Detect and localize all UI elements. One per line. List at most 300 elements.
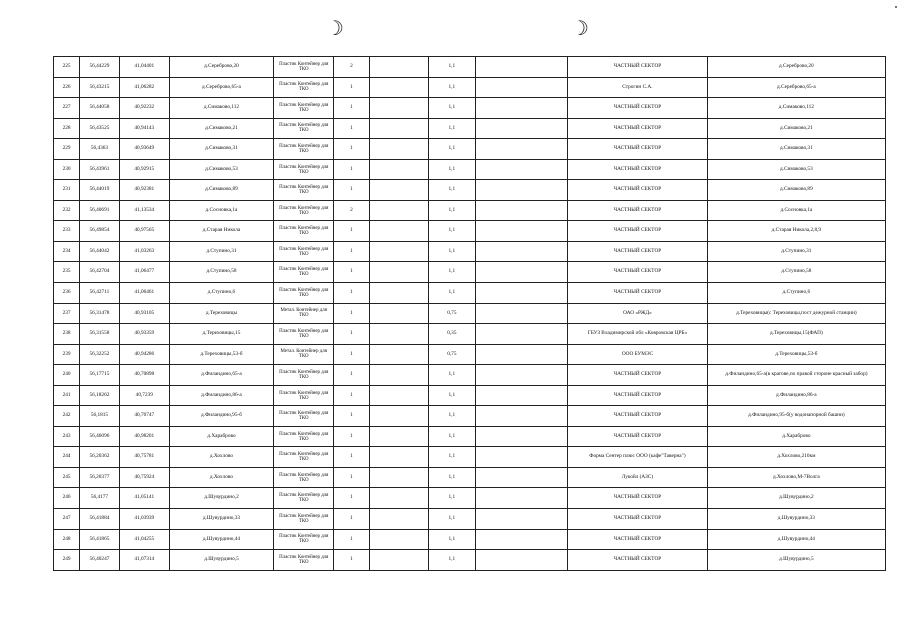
served-objects-cell: д.Ступино,31 [707, 241, 885, 262]
served-objects-cell: д.Тереховицы,15(ФАП) [707, 324, 885, 345]
volume-cell: 1,1 [428, 488, 476, 509]
row-number-cell: 241 [54, 385, 80, 406]
served-objects-cell: д.Сосновка,1а [707, 200, 885, 221]
owner-cell: ЧАСТНЫЙ СЕКТОР [568, 57, 708, 78]
container-type-cell: Пластик Контейнер для ТКО [274, 324, 334, 345]
row-number-cell: 231 [54, 180, 80, 201]
table-row [54, 200, 886, 221]
latitude-cell: 56,17715 [80, 365, 120, 386]
container-count-cell: 1 [334, 180, 369, 201]
container-count-cell: 1 [334, 77, 369, 98]
row-number-cell: 228 [54, 118, 80, 139]
longitude-cell: 41,04401 [119, 57, 169, 78]
container-count-cell: 2 [334, 57, 369, 78]
latitude-cell: 56,43525 [80, 118, 120, 139]
blank-cell [369, 426, 428, 447]
volume-cell: 1,1 [428, 467, 476, 488]
row-number-cell: 237 [54, 303, 80, 324]
address-cell: д.Симаково,53 [169, 159, 273, 180]
row-number-cell: 248 [54, 529, 80, 550]
longitude-cell: 40,70898 [119, 365, 169, 386]
container-type-cell: Метал. Контейнер для ТКО [274, 303, 334, 324]
blank-cell [476, 467, 568, 488]
blank-cell [476, 385, 568, 406]
owner-cell: ЧАСТНЫЙ СЕКТОР [568, 221, 708, 242]
owner-cell: ЧАСТНЫЙ СЕКТОР [568, 139, 708, 160]
volume-cell: 1,1 [428, 77, 476, 98]
volume-cell: 1,1 [428, 406, 476, 427]
container-count-cell: 1 [334, 365, 369, 386]
container-count-cell: 1 [334, 118, 369, 139]
address-cell: д.Шувурдино,33 [169, 509, 273, 530]
row-number-cell: 227 [54, 98, 80, 119]
address-cell: д.Филандино,65-а [169, 365, 273, 386]
owner-cell: ЧАСТНЫЙ СЕКТОР [568, 365, 708, 386]
blank-cell [369, 139, 428, 160]
container-count-cell: 1 [334, 447, 369, 468]
container-type-cell: Пластик Контейнер для ТКО [274, 118, 334, 139]
longitude-cell: 41,06477 [119, 262, 169, 283]
row-number-cell: 239 [54, 344, 80, 365]
served-objects-cell: д.Ступино,58 [707, 262, 885, 283]
blank-cell [476, 241, 568, 262]
blank-cell [369, 77, 428, 98]
container-type-cell: Пластик Контейнер для ТКО [274, 262, 334, 283]
latitude-cell: 56,42704 [80, 262, 120, 283]
owner-cell: ЧАСТНЫЙ СЕКТОР [568, 200, 708, 221]
blank-cell [476, 426, 568, 447]
blank-cell [369, 200, 428, 221]
blank-cell [369, 324, 428, 345]
served-objects-cell: д.Ступино,6 [707, 283, 885, 304]
table-row [54, 118, 886, 139]
table-row [54, 98, 886, 119]
table-row [54, 447, 886, 468]
container-type-cell: Пластик Контейнер для ТКО [274, 139, 334, 160]
blank-cell [476, 57, 568, 78]
row-number-cell: 245 [54, 467, 80, 488]
blank-cell [369, 365, 428, 386]
blank-cell [369, 385, 428, 406]
blank-cell [476, 180, 568, 201]
latitude-cell: 56,40247 [80, 550, 120, 571]
container-count-cell: 1 [334, 241, 369, 262]
container-type-cell: Пластик Контейнер для ТКО [274, 57, 334, 78]
longitude-cell: 40,93105 [119, 303, 169, 324]
table-row [54, 344, 886, 365]
served-objects-cell: д.Филандино,65-а(в крагове,по правой стороне красный забор) [707, 365, 885, 386]
blank-cell [476, 118, 568, 139]
container-count-cell: 1 [334, 262, 369, 283]
blank-cell [476, 200, 568, 221]
served-objects-cell: д.Симаково,112 [707, 98, 885, 119]
owner-cell: ЧАСТНЫЙ СЕКТОР [568, 262, 708, 283]
address-cell: д.Ступино,58 [169, 262, 273, 283]
latitude-cell: 56,18262 [80, 385, 120, 406]
address-cell: д.Хохлово [169, 447, 273, 468]
container-count-cell: 1 [334, 98, 369, 119]
blank-cell [476, 77, 568, 98]
served-objects-cell: д.Шувурдино,5 [707, 550, 885, 571]
blank-cell [476, 447, 568, 468]
served-objects-cell: д.Сереброво,65-а [707, 77, 885, 98]
container-count-cell: 1 [334, 550, 369, 571]
volume-cell: 1,1 [428, 139, 476, 160]
table-row [54, 57, 886, 78]
container-type-cell: Пластик Контейнер для ТКО [274, 98, 334, 119]
address-cell: д.Тереховицы,53-б [169, 344, 273, 365]
container-count-cell: 1 [334, 221, 369, 242]
blank-cell [476, 550, 568, 571]
container-count-cell: 1 [334, 406, 369, 427]
latitude-cell: 56,44229 [80, 57, 120, 78]
blank-cell [369, 488, 428, 509]
latitude-cell: 56,44058 [80, 98, 120, 119]
latitude-cell: 56,44042 [80, 241, 120, 262]
row-number-cell: 240 [54, 365, 80, 386]
blank-cell [476, 262, 568, 283]
longitude-cell: 41,06461 [119, 283, 169, 304]
table-row [54, 283, 886, 304]
latitude-cell: 56,44019 [80, 180, 120, 201]
row-number-cell: 233 [54, 221, 80, 242]
volume-cell: 1,1 [428, 262, 476, 283]
volume-cell: 1,1 [428, 241, 476, 262]
served-objects-cell: д.Шувурдино,33 [707, 509, 885, 530]
address-cell: д.Хараброво [169, 426, 273, 447]
row-number-cell: 247 [54, 509, 80, 530]
container-count-cell: 1 [334, 385, 369, 406]
address-cell: д.Старая Никола [169, 221, 273, 242]
table-row [54, 467, 886, 488]
container-count-cell: 1 [334, 344, 369, 365]
volume-cell: 1,1 [428, 180, 476, 201]
latitude-cell: 56,42711 [80, 283, 120, 304]
owner-cell: Строгин С.А. [568, 77, 708, 98]
served-objects-cell: д.Симаково,21 [707, 118, 885, 139]
owner-cell: ЧАСТНЫЙ СЕКТОР [568, 118, 708, 139]
table-body [54, 57, 886, 571]
latitude-cell: 56,43215 [80, 77, 120, 98]
table-row [54, 406, 886, 427]
longitude-cell: 41,07314 [119, 550, 169, 571]
container-count-cell: 1 [334, 467, 369, 488]
longitude-cell: 41,03263 [119, 241, 169, 262]
latitude-cell: 56,46096 [80, 426, 120, 447]
volume-cell: 1,1 [428, 159, 476, 180]
table-row [54, 159, 886, 180]
container-count-cell: 1 [334, 283, 369, 304]
owner-cell: Лукойл (АЗС) [568, 467, 708, 488]
owner-cell: ЧАСТНЫЙ СЕКТОР [568, 426, 708, 447]
latitude-cell: 56,32252 [80, 344, 120, 365]
table-row [54, 509, 886, 530]
moon-mark-left: ☽ [326, 16, 344, 40]
blank-cell [369, 57, 428, 78]
served-objects-cell: д.Хохлово,210км [707, 447, 885, 468]
container-count-cell: 1 [334, 159, 369, 180]
table-row [54, 303, 886, 324]
longitude-cell: 40,93649 [119, 139, 169, 160]
owner-cell: ЧАСТНЫЙ СЕКТОР [568, 488, 708, 509]
latitude-cell: 56,49854 [80, 221, 120, 242]
served-objects-cell: д.Филандино,95-б(у водонапорной башни) [707, 406, 885, 427]
volume-cell: 1,1 [428, 200, 476, 221]
moon-mark-right: ☽ [571, 16, 589, 40]
blank-cell [369, 241, 428, 262]
served-objects-cell: д.Шувурдино,2 [707, 488, 885, 509]
row-number-cell: 236 [54, 283, 80, 304]
served-objects-cell: д.Симаково,31 [707, 139, 885, 160]
blank-cell [476, 529, 568, 550]
latitude-cell: 56,4363 [80, 139, 120, 160]
blank-cell [369, 98, 428, 119]
latitude-cell: 56,4177 [80, 488, 120, 509]
volume-cell: 1,1 [428, 529, 476, 550]
container-type-cell: Пластик Контейнер для ТКО [274, 426, 334, 447]
longitude-cell: 40,75781 [119, 447, 169, 468]
container-type-cell: Пластик Контейнер для ТКО [274, 488, 334, 509]
owner-cell: ОАО «РЖД» [568, 303, 708, 324]
table-row [54, 139, 886, 160]
table-row [54, 488, 886, 509]
container-type-cell: Пластик Контейнер для ТКО [274, 180, 334, 201]
table-row [54, 529, 886, 550]
container-count-cell: 2 [334, 200, 369, 221]
blank-cell [476, 221, 568, 242]
address-cell: д.Сосновка,1а [169, 200, 273, 221]
volume-cell: 1,1 [428, 57, 476, 78]
volume-cell: 0,75 [428, 303, 476, 324]
container-count-cell: 1 [334, 509, 369, 530]
served-objects-cell: д.Симаково,89 [707, 180, 885, 201]
owner-cell: ЧАСТНЫЙ СЕКТОР [568, 283, 708, 304]
blank-cell [369, 118, 428, 139]
row-number-cell: 235 [54, 262, 80, 283]
blank-cell [369, 283, 428, 304]
longitude-cell: 40,94286 [119, 344, 169, 365]
row-number-cell: 242 [54, 406, 80, 427]
latitude-cell: 56,1815 [80, 406, 120, 427]
address-cell: д.Шувурдино,5 [169, 550, 273, 571]
blank-cell [369, 509, 428, 530]
address-cell: д.Ступино,31 [169, 241, 273, 262]
served-objects-cell: д.Хараброво [707, 426, 885, 447]
owner-cell: ЧАСТНЫЙ СЕКТОР [568, 98, 708, 119]
address-cell: д.Шувурдино,44 [169, 529, 273, 550]
container-type-cell: Пластик Контейнер для ТКО [274, 159, 334, 180]
volume-cell: 1,1 [428, 98, 476, 119]
blank-cell [476, 283, 568, 304]
blank-cell [369, 550, 428, 571]
container-type-cell: Пластик Контейнер для ТКО [274, 200, 334, 221]
row-number-cell: 226 [54, 77, 80, 98]
row-number-cell: 234 [54, 241, 80, 262]
volume-cell: 1,1 [428, 509, 476, 530]
latitude-cell: 56,20362 [80, 447, 120, 468]
blank-cell [476, 303, 568, 324]
longitude-cell: 41,03939 [119, 509, 169, 530]
longitude-cell: 41,06282 [119, 77, 169, 98]
container-type-cell: Пластик Контейнер для ТКО [274, 77, 334, 98]
row-number-cell: 238 [54, 324, 80, 345]
address-cell: д.Симаково,89 [169, 180, 273, 201]
blank-cell [476, 98, 568, 119]
container-count-cell: 1 [334, 488, 369, 509]
table-row [54, 241, 886, 262]
table-row [54, 365, 886, 386]
owner-cell: Форма Сентер плюс ООО (кафе"Таверна") [568, 447, 708, 468]
container-type-cell: Пластик Контейнер для ТКО [274, 447, 334, 468]
blank-cell [369, 262, 428, 283]
address-cell: д.Филандино,95-б [169, 406, 273, 427]
table-row [54, 550, 886, 571]
owner-cell: ООО БУМЭС [568, 344, 708, 365]
address-cell: д.Шувурдино,2 [169, 488, 273, 509]
owner-cell: ЧАСТНЫЙ СЕКТОР [568, 529, 708, 550]
address-cell: д.Хохлово [169, 467, 273, 488]
row-number-cell: 225 [54, 57, 80, 78]
served-objects-cell: д.Сереброво,20 [707, 57, 885, 78]
address-cell: д.Симаково,31 [169, 139, 273, 160]
table-row [54, 77, 886, 98]
container-count-cell: 1 [334, 303, 369, 324]
volume-cell: 1,1 [428, 550, 476, 571]
container-type-cell: Пластик Контейнер для ТКО [274, 241, 334, 262]
container-type-cell: Пластик Контейнер для ТКО [274, 550, 334, 571]
address-cell: д.Симаково,21 [169, 118, 273, 139]
owner-cell: ЧАСТНЫЙ СЕКТОР [568, 241, 708, 262]
served-objects-cell: д.Филандино,86-а [707, 385, 885, 406]
container-type-cell: Пластик Контейнер для ТКО [274, 221, 334, 242]
volume-cell: 1,1 [428, 118, 476, 139]
address-cell: д.Тереховицы [169, 303, 273, 324]
volume-cell: 0,35 [428, 324, 476, 345]
row-number-cell: 229 [54, 139, 80, 160]
owner-cell: ГБУЗ Владимирской обл «Ковровская ЦРБ» [568, 324, 708, 345]
served-objects-cell: д.Тереховицы,53-б [707, 344, 885, 365]
longitude-cell: 41,05141 [119, 488, 169, 509]
served-objects-cell: д.Шувурдино,44 [707, 529, 885, 550]
longitude-cell: 40,70747 [119, 406, 169, 427]
blank-cell [476, 139, 568, 160]
table-row [54, 426, 886, 447]
container-type-cell: Пластик Контейнер для ТКО [274, 406, 334, 427]
longitude-cell: 40,94143 [119, 118, 169, 139]
container-registry-table [53, 56, 886, 571]
owner-cell: ЧАСТНЫЙ СЕКТОР [568, 406, 708, 427]
volume-cell: 1,1 [428, 365, 476, 386]
container-type-cell: Пластик Контейнер для ТКО [274, 467, 334, 488]
address-cell: д.Сереброво,20 [169, 57, 273, 78]
row-number-cell: 246 [54, 488, 80, 509]
container-count-cell: 1 [334, 324, 369, 345]
container-type-cell: Пластик Контейнер для ТКО [274, 365, 334, 386]
table-row [54, 180, 886, 201]
served-objects-cell: д.Тереховицы(с Тереховицы,пост дежурной станции) [707, 303, 885, 324]
table-row [54, 385, 886, 406]
longitude-cell: 40,92915 [119, 159, 169, 180]
latitude-cell: 56,20377 [80, 467, 120, 488]
container-type-cell: Пластик Контейнер для ТКО [274, 529, 334, 550]
longitude-cell: 40,97565 [119, 221, 169, 242]
longitude-cell: 40,93359 [119, 324, 169, 345]
blank-cell [476, 406, 568, 427]
blank-cell [476, 488, 568, 509]
blank-cell [369, 180, 428, 201]
row-number-cell: 244 [54, 447, 80, 468]
row-number-cell: 232 [54, 200, 80, 221]
served-objects-cell: д.Симаково,53 [707, 159, 885, 180]
latitude-cell: 56,41884 [80, 509, 120, 530]
volume-cell: 1,1 [428, 447, 476, 468]
container-type-cell: Метал. Контейнер для ТКО [274, 344, 334, 365]
owner-cell: ЧАСТНЫЙ СЕКТОР [568, 180, 708, 201]
blank-cell [476, 324, 568, 345]
volume-cell: 1,1 [428, 426, 476, 447]
longitude-cell: 40,92232 [119, 98, 169, 119]
longitude-cell: 41,04255 [119, 529, 169, 550]
blank-cell [476, 159, 568, 180]
volume-cell: 1,1 [428, 283, 476, 304]
blank-cell [369, 447, 428, 468]
container-type-cell: Пластик Контейнер для ТКО [274, 283, 334, 304]
served-objects-cell: д.Старая Никола,2,8,9 [707, 221, 885, 242]
container-count-cell: 1 [334, 139, 369, 160]
owner-cell: ЧАСТНЫЙ СЕКТОР [568, 509, 708, 530]
container-count-cell: 1 [334, 529, 369, 550]
blank-cell [476, 365, 568, 386]
volume-cell: 0,75 [428, 344, 476, 365]
table-row [54, 262, 886, 283]
latitude-cell: 56,43961 [80, 159, 120, 180]
table-row [54, 221, 886, 242]
latitude-cell: 56,31478 [80, 303, 120, 324]
longitude-cell: 40,7239 [119, 385, 169, 406]
row-number-cell: 249 [54, 550, 80, 571]
address-cell: д.Филандино,86-а [169, 385, 273, 406]
container-type-cell: Пластик Контейнер для ТКО [274, 509, 334, 530]
owner-cell: ЧАСТНЫЙ СЕКТОР [568, 159, 708, 180]
served-objects-cell: д.Хохлово,М-7Волга [707, 467, 885, 488]
owner-cell: ЧАСТНЫЙ СЕКТОР [568, 550, 708, 571]
latitude-cell: 56,40691 [80, 200, 120, 221]
row-number-cell: 243 [54, 426, 80, 447]
blank-cell [369, 159, 428, 180]
blank-cell [369, 303, 428, 324]
latitude-cell: 56,41865 [80, 529, 120, 550]
blank-cell [369, 406, 428, 427]
blank-cell [369, 221, 428, 242]
blank-cell [476, 509, 568, 530]
address-cell: д.Тереховицы,15 [169, 324, 273, 345]
blank-cell [369, 467, 428, 488]
owner-cell: ЧАСТНЫЙ СЕКТОР [568, 385, 708, 406]
scan-speck [895, 6, 897, 8]
longitude-cell: 40,92381 [119, 180, 169, 201]
container-count-cell: 1 [334, 426, 369, 447]
volume-cell: 1,1 [428, 221, 476, 242]
address-cell: д.Симаково,112 [169, 98, 273, 119]
row-number-cell: 230 [54, 159, 80, 180]
blank-cell [369, 344, 428, 365]
blank-cell [476, 344, 568, 365]
latitude-cell: 56,31558 [80, 324, 120, 345]
container-type-cell: Пластик Контейнер для ТКО [274, 385, 334, 406]
address-cell: д.Ступино,6 [169, 283, 273, 304]
volume-cell: 1,1 [428, 385, 476, 406]
table-row [54, 324, 886, 345]
